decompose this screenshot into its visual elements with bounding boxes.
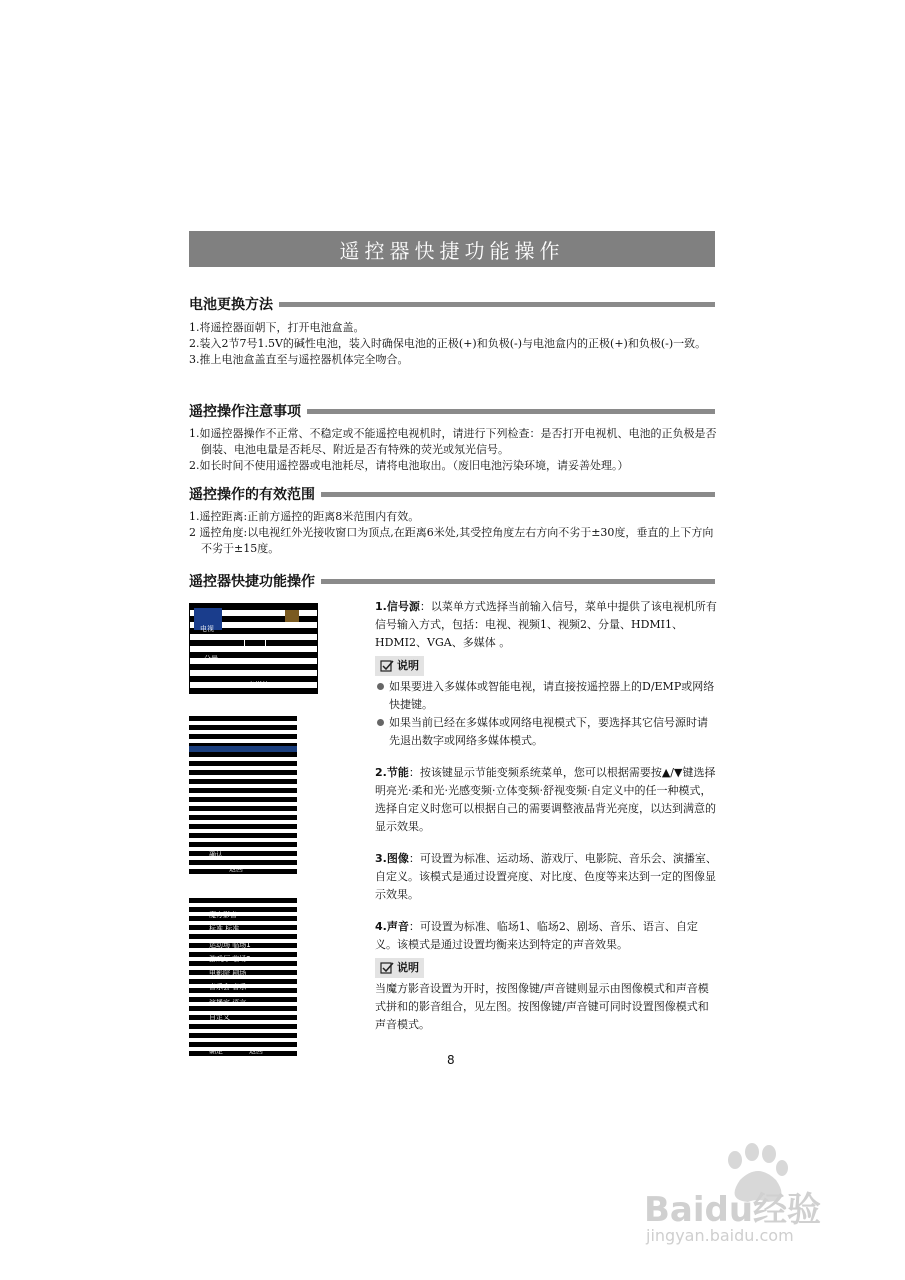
note-text: 当魔方影音设置为开时，按图像键/声音键则显示由图像模式和声音模式拼和的影音组合，见左图。按图像键/声音键可同时设置图像模式和声音模式。: [375, 982, 709, 1031]
list-item: 3.推上电池盒盖直至与遥控器机体完全吻合。: [189, 353, 409, 366]
baidu-watermark: [640, 1140, 870, 1250]
energy-paragraph: [375, 764, 717, 836]
hdmi-icon: [285, 610, 299, 622]
checkbox-icon: [380, 962, 394, 974]
battery-heading: 电池更换方法: [189, 297, 273, 313]
signal-text: ：以菜单方式选择当前输入信号，菜单中提供了该电视机所有信号输入方式，包括：电视、视频1、视频2、分量、HDMI1、HDMI2、VGA、多媒体 。: [375, 600, 717, 649]
component-icon: [244, 636, 266, 648]
note-box: [375, 656, 424, 676]
list-item: 1.如遥控器操作不正常、不稳定或不能遥控电视机时，请进行下列检查：是否打开电视机、电池的正负极是否倒装、电池电量是否耗尽、附近是否有特殊的荧光或氖光信号。: [189, 427, 717, 456]
source-tv-label: 电视: [200, 625, 214, 633]
list-item: 2.如长时间不使用遥控器或电池耗尽，请将电池取出。（废旧电池污染环境，请妥善处理。）: [189, 459, 629, 472]
sound-text: ：可设置为标准、临场1、临场2、剧场、音乐、语言、自定义。该模式是通过设置均衡来达到特定的声音效果。: [375, 920, 698, 951]
heading-rule: [279, 302, 715, 307]
section-heading-range: [189, 484, 715, 504]
energy-label: 2.节能: [375, 766, 409, 779]
note-box: [375, 958, 424, 978]
list-item: 1.遥控距离:正前方遥控的距离8米范围内有效。: [189, 510, 420, 523]
page-title-banner: [189, 231, 715, 267]
menu-item: 游戏厅 临场2: [209, 955, 251, 963]
notes-list: [189, 426, 719, 474]
watermark-brand: Baidu经验: [644, 1190, 822, 1230]
list-item: 2 遥控角度:以电视红外光接收窗口为顶点,在距离6米处,其受控角度左右方向不劣于±30度，垂直的上下方向不劣于±15度。: [189, 526, 714, 555]
heading-rule: [307, 409, 715, 414]
menu-back-label: 返回: [249, 1047, 263, 1055]
range-list: [189, 509, 719, 557]
menu-confirm-label: 确定: [209, 1047, 223, 1055]
sound-label: 4.声音: [375, 920, 409, 933]
range-heading: 遥控操作的有效范围: [189, 487, 315, 503]
section-heading-shortcut: [189, 571, 715, 591]
section-heading-battery: [189, 294, 715, 314]
page-title: 遥控器快捷功能操作: [339, 238, 565, 263]
notes-heading: 遥控操作注意事项: [189, 404, 301, 420]
list-item: 如果当前已经在多媒体或网络电视模式下，要选择其它信号源时请先退出数字或网络多媒体模式。: [375, 714, 717, 750]
sound-paragraph: [375, 918, 717, 954]
menu-item: 运动场 临场1: [209, 941, 251, 949]
picture-paragraph: [375, 850, 717, 904]
menu-confirm-label: 确认: [209, 851, 223, 859]
list-item: 1.将遥控器面朝下，打开电池盒盖。: [189, 321, 365, 334]
heading-rule: [321, 492, 715, 497]
list-item: 2.装入2节7号1.5V的碱性电池，装入时确保电池的正极(+)和负极(-)与电池盒内的正极(+)和负极(-)一致。: [189, 337, 707, 350]
picture-label: 3.图像: [375, 852, 409, 865]
energy-text: ：按该键显示节能变频系统菜单，您可以根据需要按▲/▼键选择明亮光·柔和光·光感变频·立体变频·舒视变频·自定义中的任一种模式，选择自定义时您可以根据自己的需要调整液晶背光亮度，以达到满意的显示效果。: [375, 766, 716, 833]
battery-list: [189, 320, 719, 368]
signal-label: 1.信号源: [375, 600, 420, 613]
menu-item: 自定义: [209, 1013, 230, 1021]
menu-item: 演播室 语言: [209, 999, 247, 1007]
signal-paragraph: [375, 598, 717, 652]
menu-item: 标准 标准: [209, 925, 240, 933]
menu-item: 电影院 剧场: [209, 969, 247, 977]
menu-back-label: 返回: [229, 865, 243, 873]
menu-item: 音乐会 音乐: [209, 983, 247, 991]
heading-rule: [321, 579, 715, 584]
checkbox-icon: [380, 660, 394, 672]
menu-item: 魔方影音: [209, 911, 237, 919]
note-label: 说明: [397, 961, 419, 974]
source-other-label: 多媒体: [248, 681, 269, 689]
list-item: 如果要进入多媒体或智能电视，请直接按遥控器上的D/EMP或网络快捷键。: [375, 678, 717, 714]
shortcut-heading: 遥控器快捷功能操作: [189, 574, 315, 590]
source-component-label: 分量: [204, 655, 218, 663]
page-number: 8: [447, 1053, 455, 1067]
energy-menu-image: [189, 716, 297, 874]
av-combo-menu-image: [189, 898, 297, 1060]
shortcut-text: [375, 598, 717, 1034]
picture-text: ：可设置为标准、运动场、游戏厅、电影院、音乐会、演播室、自定义。该模式是通过设置亮度、对比度、色度等来达到一定的图像显示效果。: [375, 852, 717, 901]
watermark-url: jingyan.baidu.com: [646, 1226, 794, 1245]
note-label: 说明: [397, 659, 419, 672]
menu-highlight: [189, 746, 297, 752]
signal-source-menu-image: [189, 603, 318, 694]
section-heading-notes: [189, 401, 715, 421]
